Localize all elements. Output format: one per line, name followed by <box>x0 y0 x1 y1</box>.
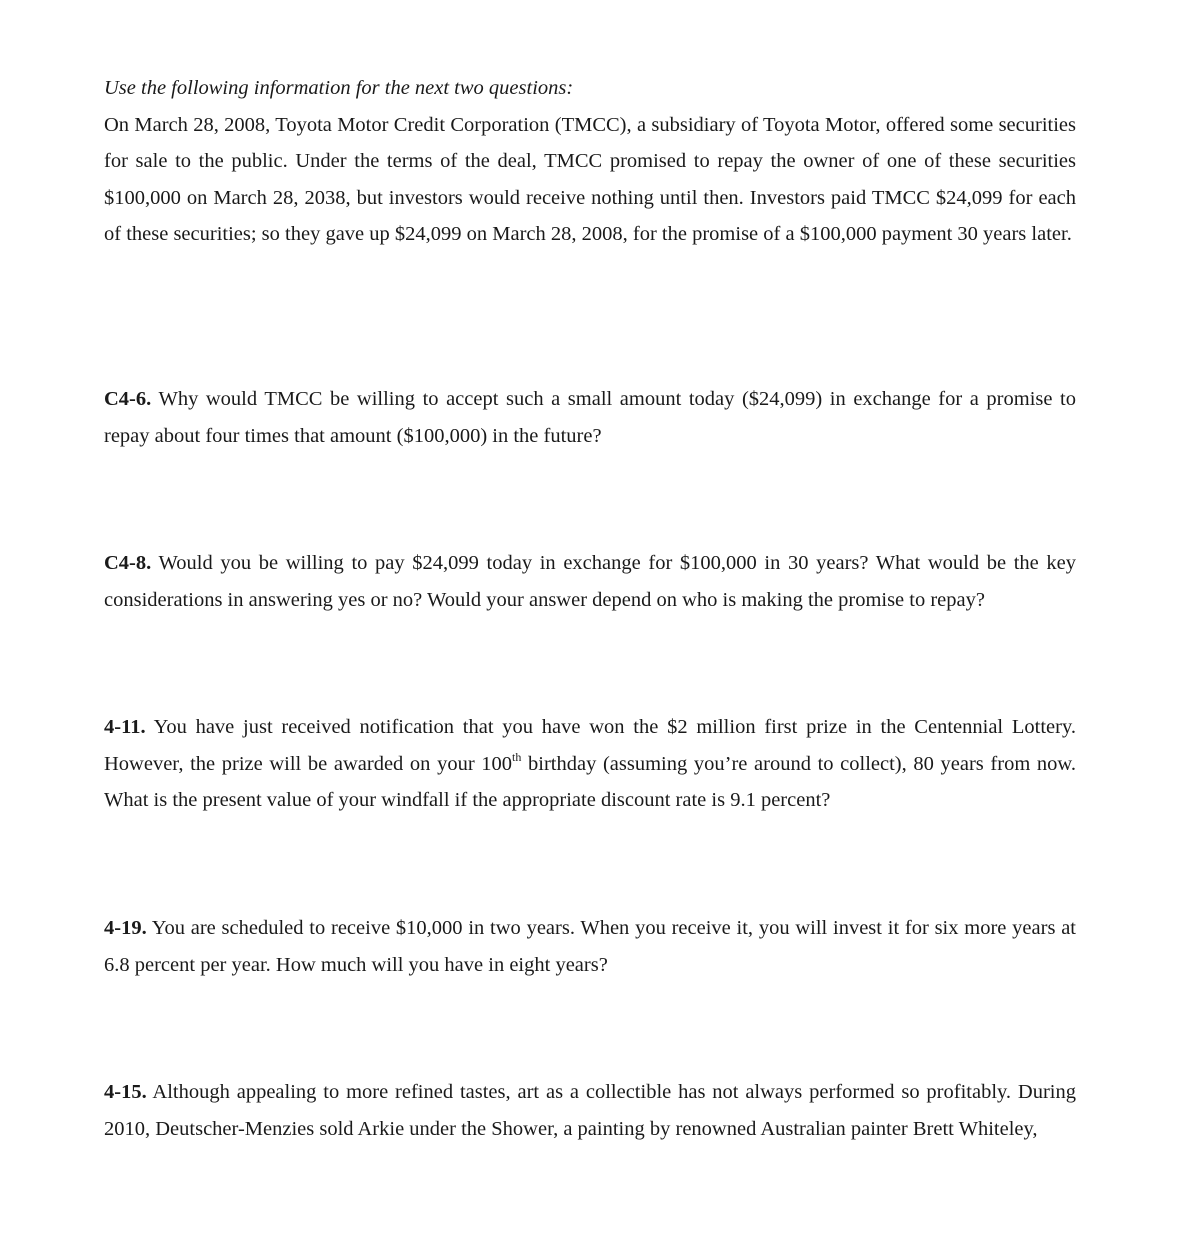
question-number: 4-15. <box>104 1081 147 1103</box>
ordinal-superscript: th <box>512 749 522 764</box>
intro-heading: Use the following information for the next two questions: <box>104 77 574 99</box>
question-c4-6 <box>104 381 1076 454</box>
question-text: You are scheduled to receive $10,000 in two years. When you receive it, you will invest it for six more years at 6.8 percent per year. How much will you have in eight years? <box>104 917 1076 976</box>
question-c4-8 <box>104 545 1076 618</box>
question-4-15 <box>104 1074 1076 1147</box>
question-number: 4-19. <box>104 917 147 939</box>
question-4-11 <box>104 709 1076 819</box>
intro-section <box>104 70 1076 253</box>
intro-paragraph: On March 28, 2008, Toyota Motor Credit Corporation (TMCC), a subsidiary of Toyota Motor, offered some securities for sale to the public. Under the terms of the deal, TMCC promised to repay the owner of one of these securities $100,000 on March 28, 2038, but investors would receive nothing until then. Investors paid TMCC $24,099 for each of these securities; so they gave up $24,099 on March 28, 2008, for the promise of a $100,000 payment 30 years later. <box>104 113 1076 246</box>
question-text: Although appealing to more refined tastes, art as a collectible has not always performed so profitably. During 2010, Deutscher-Menzies sold Arkie under the Shower, a painting by renowned Australian painter Brett Whiteley, <box>104 1081 1076 1140</box>
question-text-continued: birthday (assuming you’re around to collect), 80 years from now. What is the present value of your windfall if the appropriate discount rate is 9.1 percent? <box>104 752 1076 812</box>
question-number: C4-8. <box>104 552 152 574</box>
question-text: Why would TMCC be willing to accept such a small amount today ($24,099) in exchange for a promise to repay about four times that amount ($100,000) in the future? <box>104 388 1076 447</box>
question-4-19 <box>104 910 1076 983</box>
question-text: Would you be willing to pay $24,099 today in exchange for $100,000 in 30 years? What would be the key considerations in answering yes or no? Would your answer depend on who is making the promise to repay? <box>104 552 1076 611</box>
question-number: 4-11. <box>104 716 146 738</box>
question-number: C4-6. <box>104 388 152 410</box>
question-text: You have just received notification that you have won the $2 million first prize in the Centennial Lottery. However, the prize will be awarded on your 100 <box>104 716 1076 775</box>
